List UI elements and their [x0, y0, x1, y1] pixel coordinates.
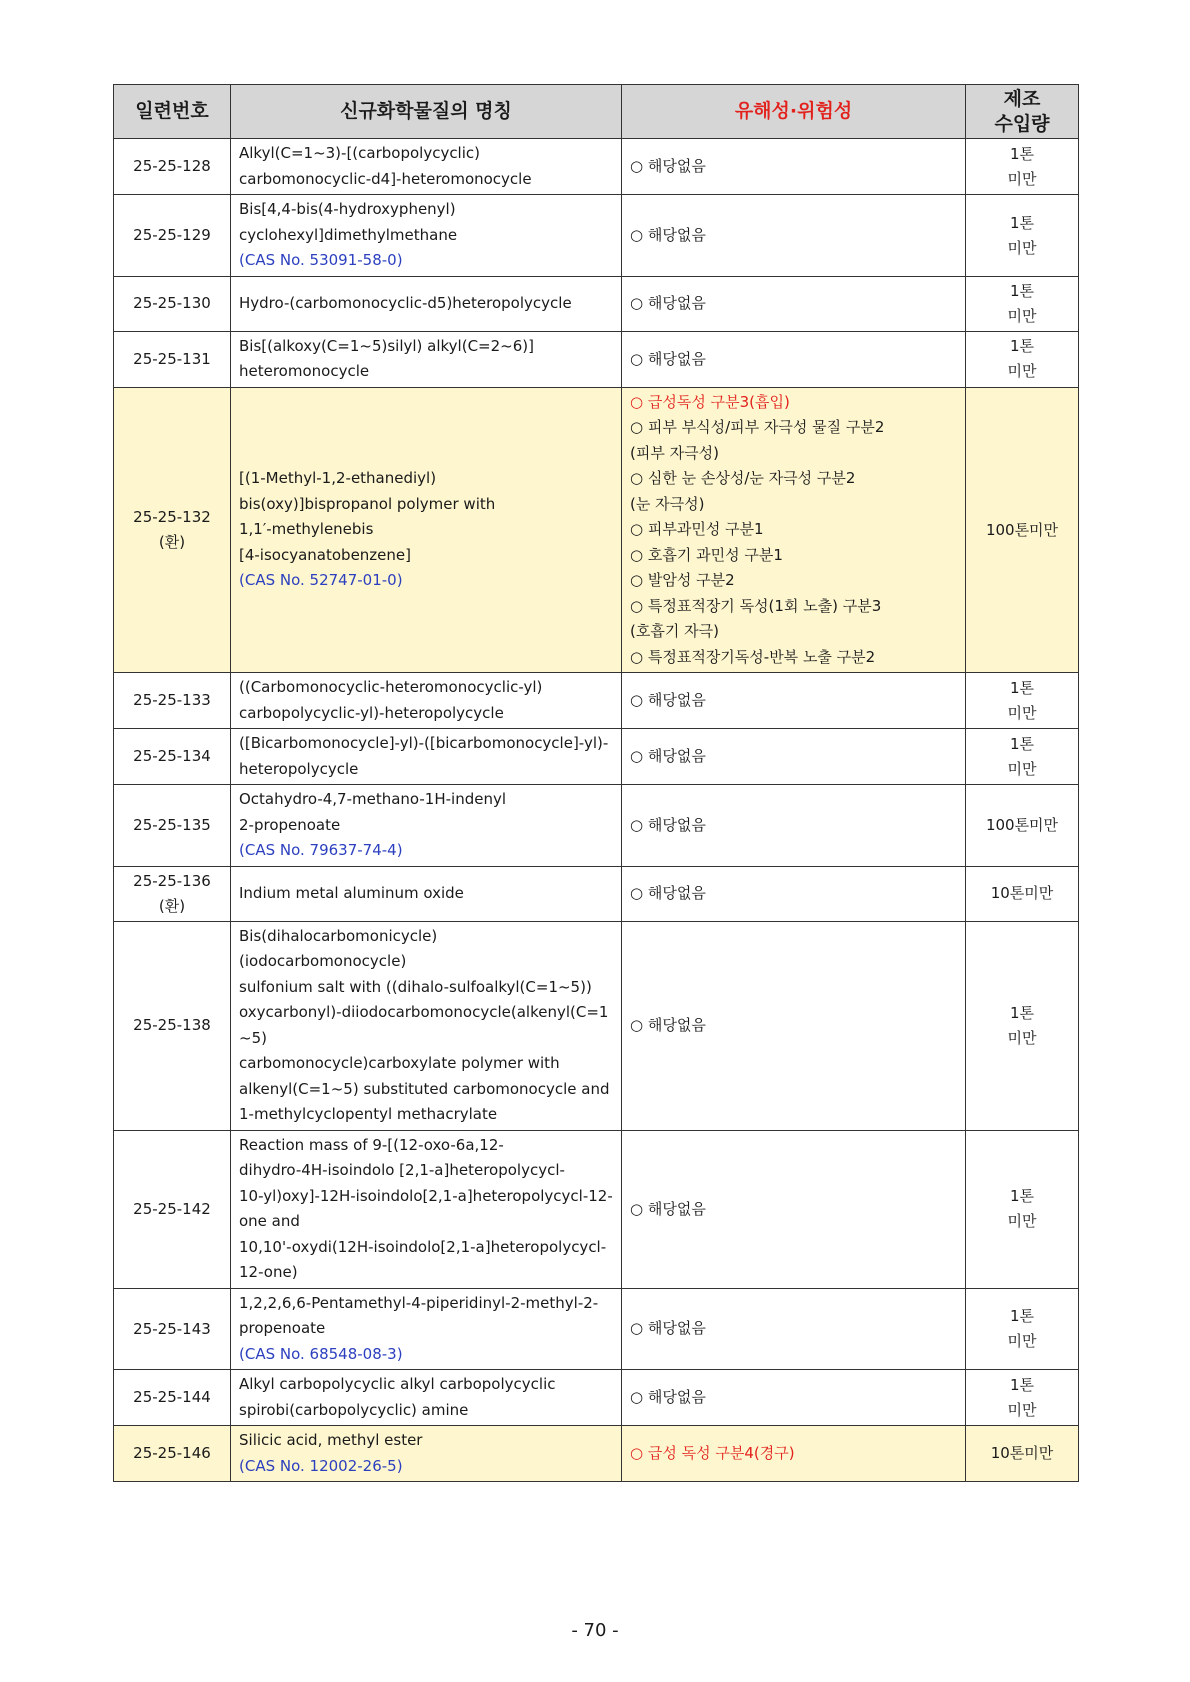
quantity-cell	[966, 331, 1079, 387]
hazard-cell	[622, 1130, 966, 1288]
chemical-name-cell	[231, 387, 622, 673]
serial-text: 25-25-129	[133, 226, 211, 245]
chemical-name-line: oxycarbonyl)-diiodocarbomonocycle(alkenyl(C=1	[239, 1003, 609, 1022]
quantity-cell	[966, 1370, 1079, 1426]
hazard-cell	[622, 866, 966, 921]
serial-cell	[114, 1370, 231, 1426]
hazard-cell	[622, 785, 966, 867]
chemical-name-cell	[231, 1130, 622, 1288]
hazard-line: ○ 해당없음	[630, 225, 706, 244]
hazard-line: ○ 해당없음	[630, 1199, 706, 1218]
quantity-cell	[966, 673, 1079, 729]
hazard-cell	[622, 387, 966, 673]
chemical-name-cell	[231, 866, 622, 921]
serial-cell	[114, 785, 231, 867]
quantity-text: 미만	[1007, 362, 1037, 381]
hazard-cell	[622, 1370, 966, 1426]
chemical-name-line: propenoate	[239, 1319, 326, 1338]
serial-cell	[114, 673, 231, 729]
chemical-name-line: sulfonium salt with ((dihalo-sulfoalkyl(C=1~5))	[239, 977, 592, 996]
hazard-cell	[622, 1426, 966, 1482]
table-row	[114, 387, 1079, 673]
hazard-cell	[622, 195, 966, 277]
quantity-cell	[966, 1288, 1079, 1370]
serial-cell	[114, 729, 231, 785]
quantity-cell	[966, 139, 1079, 195]
quantity-text: 미만	[1007, 759, 1037, 778]
serial-text: 25-25-135	[133, 816, 211, 835]
serial-cell	[114, 921, 231, 1130]
chemical-name-cell	[231, 1426, 622, 1482]
chemical-name-cell	[231, 921, 622, 1130]
header-serial: 일련번호	[114, 85, 231, 139]
quantity-text: 1톤	[1009, 337, 1035, 356]
quantity-text: 미만	[1007, 1332, 1037, 1351]
hazard-line: ○ 해당없음	[630, 884, 706, 903]
chemical-name-cell	[231, 1370, 622, 1426]
serial-cell	[114, 387, 231, 673]
serial-cell	[114, 1288, 231, 1370]
serial-text: 25-25-133	[133, 691, 211, 710]
quantity-cell	[966, 921, 1079, 1130]
table-row	[114, 673, 1079, 729]
hazard-line: ○ 피부과민성 구분1	[630, 520, 764, 539]
hazard-cell	[622, 1288, 966, 1370]
chemical-name-cell	[231, 1288, 622, 1370]
chemical-name-cell	[231, 673, 622, 729]
chemical-name-line: Alkyl carbopolycyclic alkyl carbopolycyclic	[239, 1375, 556, 1394]
hazard-line: ○ 급성독성 구분3(흡입)	[630, 392, 790, 411]
table-row	[114, 921, 1079, 1130]
table-row	[114, 331, 1079, 387]
serial-text: 25-25-131	[133, 349, 211, 368]
chemical-name-cell	[231, 276, 622, 331]
serial-cell	[114, 866, 231, 921]
table-body	[114, 139, 1079, 1482]
serial-text: 25-25-144	[133, 1388, 211, 1407]
hazard-line: (피부 자극성)	[630, 443, 719, 462]
chemical-name-line: spirobi(carbopolycyclic) amine	[239, 1400, 469, 1419]
quantity-cell	[966, 1426, 1079, 1482]
serial-text: (환)	[158, 896, 186, 915]
hazard-line: ○ 해당없음	[630, 157, 706, 176]
hazard-cell	[622, 139, 966, 195]
quantity-text: 미만	[1007, 703, 1037, 722]
chemical-name-line: bis(oxy)]bispropanol polymer with	[239, 494, 496, 513]
quantity-text: 100톤미만	[985, 816, 1059, 835]
quantity-text: 미만	[1007, 1400, 1037, 1419]
chemical-name-line: 10,10'-oxydi(12H-isoindolo[2,1-a]heteropolycycl-	[239, 1237, 607, 1256]
hazard-line: ○ 해당없음	[630, 1388, 706, 1407]
hazard-line: ○ 해당없음	[630, 1319, 706, 1338]
hazard-line: ○ 해당없음	[630, 1016, 706, 1035]
quantity-cell	[966, 387, 1079, 673]
chemical-name-line: Silicic acid, methyl ester	[239, 1431, 423, 1450]
hazard-line: (호흡기 자극)	[630, 622, 719, 641]
serial-cell	[114, 276, 231, 331]
hazard-line: ○ 해당없음	[630, 691, 706, 710]
quantity-cell	[966, 729, 1079, 785]
chemical-name-cell	[231, 331, 622, 387]
hazard-line: ○ 발암성 구분2	[630, 571, 735, 590]
cas-number: (CAS No. 52747-01-0)	[239, 571, 403, 590]
chemical-name-line: Alkyl(C=1~3)-[(carbopolycyclic)	[239, 144, 480, 163]
hazard-line: ○ 해당없음	[630, 815, 706, 834]
chemical-name-line: [4-isocyanatobenzene]	[239, 545, 411, 564]
chemical-name-cell	[231, 195, 622, 277]
chemical-name-line: heteromonocycle	[239, 362, 370, 381]
table-row	[114, 1288, 1079, 1370]
table-row	[114, 195, 1079, 277]
table-row	[114, 139, 1079, 195]
chemical-name-line: Bis(dihalocarbomonicycle)	[239, 926, 438, 945]
hazard-line: ○ 심한 눈 손상성/눈 자극성 구분2	[630, 469, 856, 488]
chemical-name-line: dihydro-4H-isoindolo [2,1-a]heteropolycycl-	[239, 1161, 565, 1180]
serial-text: 25-25-132	[133, 508, 211, 527]
quantity-text: 1톤	[1009, 144, 1035, 163]
serial-cell	[114, 1130, 231, 1288]
hazard-cell	[622, 331, 966, 387]
serial-cell	[114, 331, 231, 387]
chemical-name-line: carbomonocyclic-d4]-heteromonocycle	[239, 169, 532, 188]
chemical-name-line: heteropolycycle	[239, 759, 359, 778]
quantity-cell	[966, 866, 1079, 921]
table-row	[114, 729, 1079, 785]
chemical-name-line: 1,1′-methylenebis	[239, 520, 374, 539]
hazard-line: (눈 자극성)	[630, 494, 705, 513]
hazard-line: ○ 급성 독성 구분4(경구)	[630, 1444, 795, 1463]
quantity-text: 미만	[1007, 1212, 1037, 1231]
quantity-text: 1톤	[1009, 1375, 1035, 1394]
quantity-text: 10톤미만	[990, 1444, 1054, 1463]
chemical-name-line: ((Carbomonocyclic-heteromonocyclic-yl)	[239, 678, 543, 697]
quantity-text: 미만	[1007, 238, 1037, 257]
chemical-name-line: 1,2,2,6,6-Pentamethyl-4-piperidinyl-2-methyl-2-	[239, 1293, 599, 1312]
hazard-line: ○ 해당없음	[630, 747, 706, 766]
chemical-table	[113, 84, 1079, 1482]
chemical-name-cell	[231, 139, 622, 195]
hazard-line: ○ 해당없음	[630, 349, 706, 368]
hazard-cell	[622, 673, 966, 729]
table-row	[114, 866, 1079, 921]
chemical-name-line: one and	[239, 1212, 300, 1231]
quantity-text: 미만	[1007, 1028, 1037, 1047]
quantity-text: 미만	[1007, 306, 1037, 325]
hazard-line: ○ 호흡기 과민성 구분1	[630, 545, 783, 564]
serial-text: 25-25-128	[133, 157, 211, 176]
hazard-line: ○ 피부 부식성/피부 자극성 물질 구분2	[630, 418, 885, 437]
quantity-text: 1톤	[1009, 734, 1035, 753]
quantity-text: 1톤	[1009, 281, 1035, 300]
table-row	[114, 1130, 1079, 1288]
hazard-cell	[622, 921, 966, 1130]
quantity-cell	[966, 1130, 1079, 1288]
chemical-name-line: carbomonocycle)carboxylate polymer with	[239, 1054, 560, 1073]
header-hazard: 유해성·위험성	[622, 85, 966, 139]
chemical-name-line: ~5)	[239, 1028, 267, 1047]
quantity-text: 1톤	[1009, 1187, 1035, 1206]
hazard-line: ○ 특정표적장기 독성(1회 노출) 구분3	[630, 596, 882, 615]
chemical-name-line: carbopolycyclic-yl)-heteropolycycle	[239, 703, 504, 722]
serial-cell	[114, 1426, 231, 1482]
quantity-text: 1톤	[1009, 213, 1035, 232]
quantity-cell	[966, 785, 1079, 867]
cas-number: (CAS No. 79637-74-4)	[239, 841, 403, 860]
header-quantity: 제조 수입량	[966, 85, 1079, 139]
chemical-name-cell	[231, 785, 622, 867]
chemical-name-line: alkenyl(C=1~5) substituted carbomonocycle and	[239, 1079, 610, 1098]
cas-number: (CAS No. 12002-26-5)	[239, 1456, 403, 1475]
serial-cell	[114, 139, 231, 195]
serial-text: 25-25-146	[133, 1444, 211, 1463]
quantity-text: 1톤	[1009, 1307, 1035, 1326]
chemical-name-line: 10-yl)oxy]-12H-isoindolo[2,1-a]heteropolycycl-12-	[239, 1186, 613, 1205]
chemical-name-line: Hydro-(carbomonocyclic-d5)heteropolycycle	[239, 294, 572, 313]
chemical-name-cell	[231, 729, 622, 785]
chemical-name-line: 1-methylcyclopentyl methacrylate	[239, 1105, 498, 1124]
chemical-name-line: Octahydro-4,7-methano-1H-indenyl	[239, 790, 507, 809]
chemical-name-line: Bis[4,4-bis(4-hydroxyphenyl)	[239, 200, 456, 219]
chemical-name-line: (iodocarbomonocycle)	[239, 952, 407, 971]
serial-text: 25-25-136	[133, 871, 211, 890]
chemical-name-line: Bis[(alkoxy(C=1~5)silyl) alkyl(C=2~6)]	[239, 336, 534, 355]
quantity-text: 100톤미만	[985, 520, 1059, 539]
quantity-text: 10톤미만	[990, 884, 1054, 903]
table-row	[114, 1370, 1079, 1426]
table-row	[114, 785, 1079, 867]
chemical-name-line: Indium metal aluminum oxide	[239, 884, 464, 903]
chemical-name-line: ([Bicarbomonocycle]-yl)-([bicarbomonocycle]-yl)-	[239, 734, 609, 753]
page-number: - 70 -	[571, 1620, 619, 1641]
serial-text: (환)	[158, 533, 186, 552]
quantity-text: 1톤	[1009, 678, 1035, 697]
hazard-line: ○ 해당없음	[630, 294, 706, 313]
chemical-name-line: 2-propenoate	[239, 815, 341, 834]
quantity-text: 미만	[1007, 169, 1037, 188]
serial-cell	[114, 195, 231, 277]
serial-text: 25-25-142	[133, 1199, 211, 1218]
hazard-cell	[622, 729, 966, 785]
serial-text: 25-25-138	[133, 1016, 211, 1035]
cas-number: (CAS No. 68548-08-3)	[239, 1344, 403, 1363]
header-name: 신규화학물질의 명칭	[231, 85, 622, 139]
hazard-line: ○ 특정표적장기독성-반복 노출 구분2	[630, 647, 876, 666]
quantity-text: 1톤	[1009, 1003, 1035, 1022]
serial-text: 25-25-134	[133, 747, 211, 766]
table-row	[114, 1426, 1079, 1482]
quantity-cell	[966, 195, 1079, 277]
quantity-cell	[966, 276, 1079, 331]
chemical-name-line: [(1-Methyl-1,2-ethanediyl)	[239, 469, 437, 488]
cas-number: (CAS No. 53091-58-0)	[239, 251, 403, 270]
serial-text: 25-25-143	[133, 1319, 211, 1338]
table-row	[114, 276, 1079, 331]
serial-text: 25-25-130	[133, 294, 211, 313]
hazard-cell	[622, 276, 966, 331]
header-row	[114, 85, 1079, 139]
chemical-name-line: 12-one)	[239, 1263, 298, 1282]
chemical-name-line: Reaction mass of 9-[(12-oxo-6a,12-	[239, 1135, 504, 1154]
chemical-name-line: cyclohexyl]dimethylmethane	[239, 225, 458, 244]
